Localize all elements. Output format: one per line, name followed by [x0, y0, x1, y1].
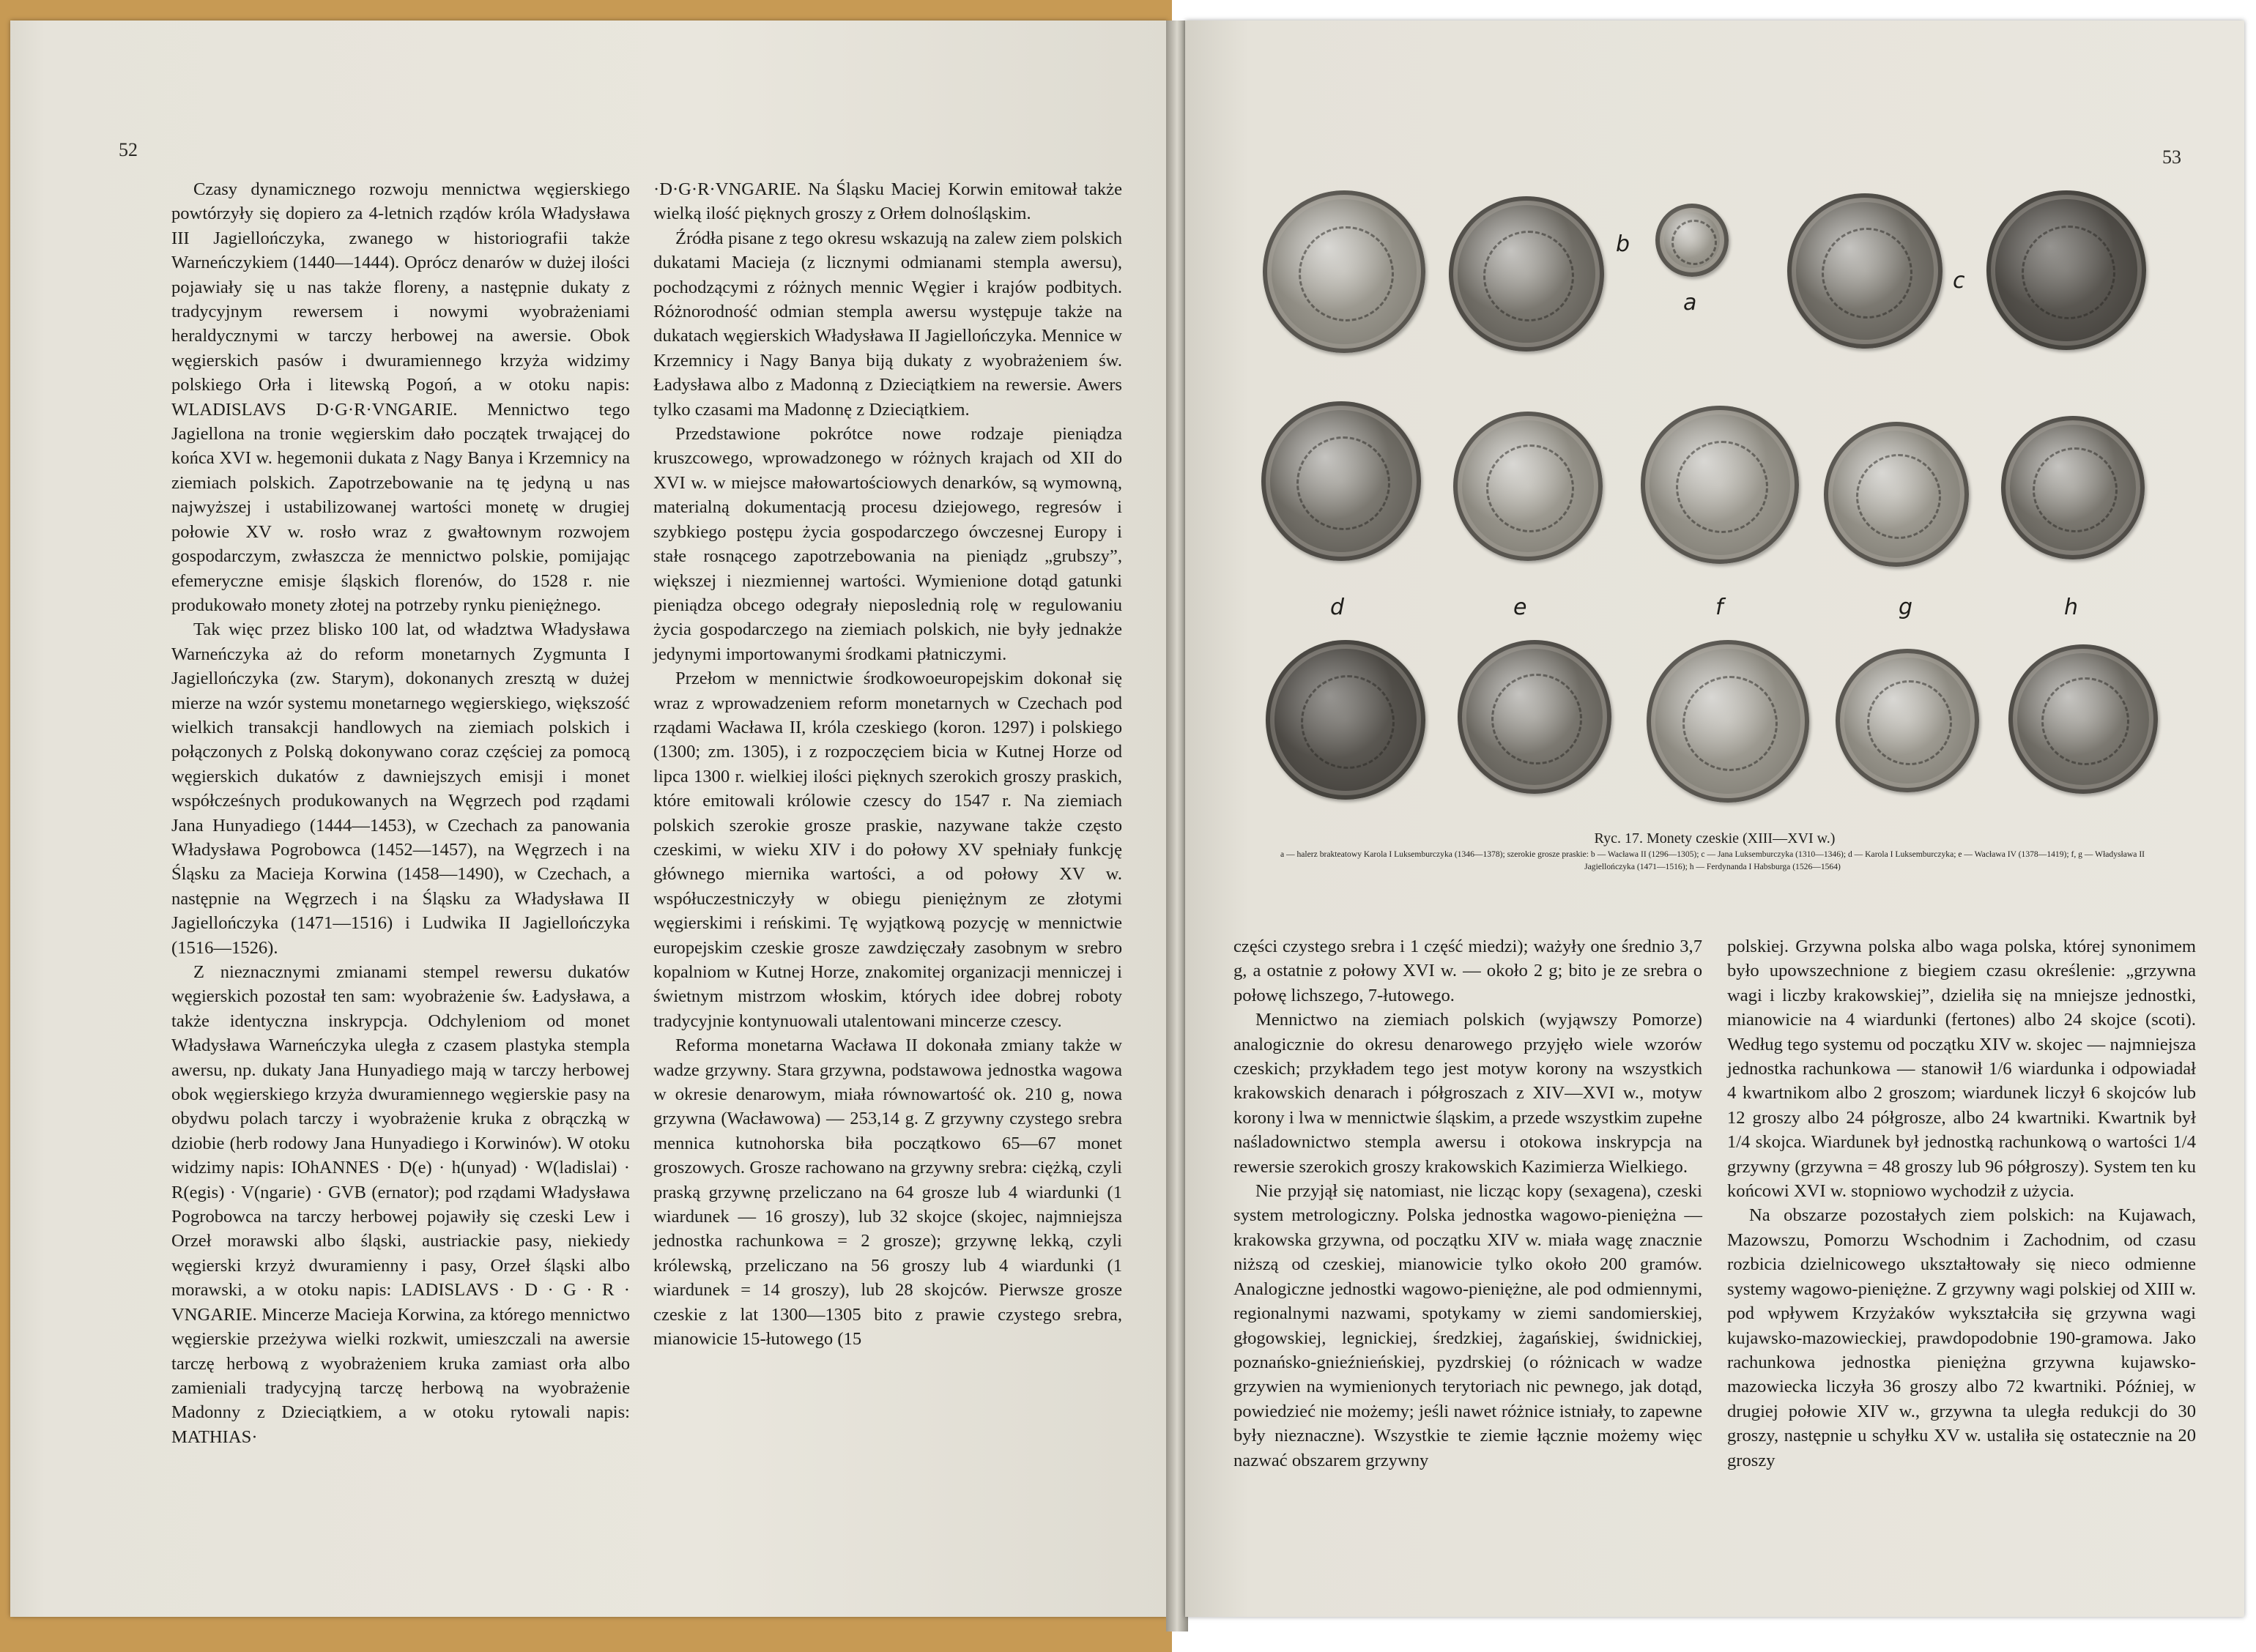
coin-label-h: h — [2064, 595, 2079, 620]
paragraph: Przełom w mennictwie środkowoeuropejskim dokonał się wraz z wprowadzeniem reform monetarnych w Czechach pod rządami Wacława II, króla czeskiego (koron. 1297) i polskiego (1300; zm. 1305), i z rozpoczęciem bicia w Kutnej Horze od lipca 1300 r. wielkiej ilości pięknych szerokich groszy praskich, które emitowali królowie czescy do 1547 r. Na ziemiach polskich szerokie grosze praskie, nazywane także często czeskimi, w wieku XIV i do połowy XV spełniały funkcję głównego miernika wartości, a od połowy XV w. współuczestniczyły w obiegu pieniężnym ze złotymi węgierskimi i reńskimi. Tę wyjątkową pozycję w mennictwie europejskim czeskie grosze zawdzięczały zasobnym w srebro kopalniom w Kutnej Horze, znakomitej organizacji menniczej i świetnym mistrzom włoskim, których idee dobrej roboty tradycyjnie kontynuowali utalentowani mincerze czescy. — [653, 669, 1122, 1031]
coin-image — [1263, 190, 1425, 353]
paragraph: Przedstawione pokrótce nowe rodzaje pieniądza kruszcowego, wprowadzonego w różnych krajach od XII do XVI w. w miejsce małowartościowych denarków, są wymowną, materialną dokumentacją procesu dziejowego, regresów i szybkiego postępu życia gospodarczego ówczesnej Europy i stałe rosnącego zapotrzebowania na pieniądz „grubszy”, większej i niezmiennej wartości. Wymienione dotąd gatunki pieniądza obcego odegrały nieposlednią rolę w regulowaniu życia gospodarczego na ziemiach polskich, nie były jednakże jedynymi importowanymi środkami płatniczymi. — [653, 424, 1122, 664]
coin-image — [1655, 204, 1729, 277]
paragraph: Czasy dynamicznego rozwoju mennictwa węgierskiego powtórzyły się dopiero za 4-letnich rządów króla Władysława III Jagiellończyka, zwanego w historiografii także Warneńczykiem (1440—1444). Oprócz denarów w dużej ilości pojawiały się u nas także floreny, a następnie dukaty z tradycyjnym rewersem i nowymi wyobrażeniami heraldycznymi w tarczy herbowej na awersie. Obok węgierskich pasów i dwuramiennego krzyża widzimy polskiego Orła i litewską Pogoń, a w otoku napis: WLADISLAVS D·G·R·VNGARIE. Mennictwo tego Jagiellona na tronie węgierskim dało początek trwającej do końca XVI w. hegemonii dukata z Nagy Banya i Krzemnicy na ziemiach polskich. Zapotrzebowanie na tę jedyną u nas najwyższej i ustabilizowanej wartości monetę w drugiej połowie XV w. rosło wraz z gwałtownym rozwojem gospodarczym, zwłaszcza że mennictwo polskie, pomijając efemeryczne emisje śląskich florenów, do 1528 r. nie produkowało monety złotej na potrzeby rynku pieniężnego. — [171, 179, 630, 615]
coin-label-a: a — [1683, 290, 1697, 316]
left-column-1 — [171, 177, 630, 1449]
coin-image — [1453, 412, 1603, 561]
coin-label-d: d — [1330, 595, 1345, 620]
coin-image — [1261, 401, 1421, 561]
left-page — [10, 21, 1168, 1617]
figure-caption-title: Ryc. 17. Monety czeskie (XIII—XVI w.) — [1594, 830, 1836, 847]
coin-label-e: e — [1513, 595, 1527, 620]
paragraph: polskiej. Grzywna polska albo waga polska, której synonimem było upowszechnione z biegiem czasu określenie: „grzywna wagi i liczby krakowskiej”, dzieliła się na mniejsze jednostki, mianowicie na 4 wiardunki (fertones) albo 24 skojce (scoti). Według tego systemu od początku XIV w. skojec — najmniejsza jednostka rachunkowa — stanowił 1/6 wiardunka i odpowiadał 4 kwartnikom albo 2 groszom; wiardunek liczył 6 skojców lub 12 groszy albo 24 półgrosze, albo 24 kwartniki. Kwartnik był 1/4 skojca. Wiardunek był jednostką rachunkową o wartości 1/4 grzywny (grzywna = 48 groszy lub 96 półgroszy). System ten ku końcowi XVI w. stopniowo wychodził z użycia. — [1727, 937, 2196, 1202]
book-spread — [10, 21, 2244, 1631]
paragraph: Tak więc przez blisko 100 lat, od władztwa Władysława Warneńczyka aż do reform monetarnych Zygmunta I Jagiellończyka (zw. Starym), dokonanych zresztą w dużej mierze na wzór systemu monetarnego węgierskiego, większość wielkich transakcji handlowych na ziemiach polskich i połączonych z Polską dokonywano coraz częściej za pomocą węgierskich dukatów z dawniejszych emisji i monet współcześnych produkowanych na Węgrzech pod rządami Jana Hunyadiego (1444—1453), w Czechach za panowania Władysława Pogrobowca (1452—1457), na Węgrzech i na Śląsku za Macieja Korwina (1458—1490), w Czechach, a następnie na Węgrzech i na Śląsku za Władysława II Jagiellończyka (1471—1516) i Ludwika II Jagiellończyka (1516—1526). — [171, 620, 630, 958]
paragraph: Na obszarze pozostałych ziem polskich: na Kujawach, Mazowszu, Pomorzu Wschodnim i Zachodnim, od czasu rozbicia dzielnicowego ukształtowały się nieco odmienne systemy wagowo-pieniężne. Z grzywny wagi polskiej od XIII w. pod wpływem Krzyżaków wykształciła się grzywna wagi kujawsko-mazowieckiej, prawdopodobnie 190-gramowa. Jako rachunkowa jednostka pieniężna grzywna kujawsko-mazowiecka liczyła 36 groszy albo 72 kwartniki. Później, w drugiej połowie XIV w., grzywna ta uległa redukcji do 30 groszy, następnie u schyłku XV w. ustaliła się ostatecznie na 20 groszy — [1727, 1205, 2196, 1470]
coin-image — [1641, 406, 1799, 564]
figure-caption-body: a — halerz brakteatowy Karola I Luksemburczyka (1346—1378); szerokie grosze praskie: b — Wacława II (1296—1305); c — Jana Luksemburczyka (1310—1346); d — Karola I Luksemburczyka; e — Wacława IV (1378—1419); f, g — Władysława II Jagiellończyka (1471—1516); h — Ferdynanda I Habsburga (1526—1564) — [1280, 849, 2145, 871]
left-column-2 — [653, 177, 1122, 1352]
page-number-right: 53 — [2162, 146, 2181, 168]
coin-label-c: c — [1953, 268, 1965, 294]
paragraph: ·D·G·R·VNGARIE. Na Śląsku Maciej Korwin emitował także wielką ilość pięknych groszy z Orłem dolnośląskim. — [653, 179, 1122, 224]
coin-image — [2001, 416, 2145, 559]
coin-image — [2008, 644, 2158, 794]
paragraph: Reforma monetarna Wacława II dokonała zmiany także w wadze grzywny. Stara grzywna, podstawowa jednostka wagowa w okresie denarowym, miała równowartość ok. 210 g, nowa grzywna (Wacławowa) — 253,14 g. Z grzywny czystego srebra mennica kutnohorska biła początkowo 65—67 monet groszowych. Grosze rachowano na grzywny srebra: ciężką, czyli praską grzywnę przeliczano na 64 grosze lub 4 wiardunki (1 wiardunek — 16 groszy), lub 32 skojce (skojec, najmniejsza jednostka rachunkowa = 2 grosze); grzywnę lekką, czyli królewską, przeliczano na 56 groszy lub 4 wiardunki (1 wiardunek = 14 groszy), lub 28 skojców. Pierwsze grosze czeskie z lat 1300—1305 bito z prawie czystego srebra, mianowicie 15-łutowego (15 — [653, 1035, 1122, 1350]
coin-image — [1647, 640, 1809, 803]
right-column-1 — [1233, 934, 1702, 1473]
coin-image — [1836, 649, 1979, 792]
paragraph: Mennictwo na ziemiach polskich (wyjąwszy Pomorze) analogicznie do okresu denarowego przyjęło wiele wzorów czeskich; przykładem tego jest motyw korony na wszystkich krakowskich denarach i półgroszach z XIV—XVI w., motyw korony i lwa w mennictwie śląskim, a przede wszystkim zupełne naśladownictwo stempla awersu i otokowa inskrypcja na rewersie szerokich groszy krakowskich Kazimierza Wielkiego. — [1233, 1010, 1702, 1177]
coin-image — [1266, 640, 1425, 800]
coin-image — [1986, 190, 2146, 350]
coin-label-b: b — [1616, 231, 1630, 257]
coin-image — [1449, 196, 1604, 351]
paragraph: Nie przyjął się natomiast, nie licząc kopy (sexagena), czeski system metrologiczny. Polska jednostka wagowo-pieniężna — krakowska grzywna, od początku XIV w. miała wagę znacznie niższą od czeskiej, mianowicie tylko około 200 gramów. Analogiczne jednostki wagowo-pieniężne, ale pod odmiennymi, regionalnymi nazwami, spotykamy w ziemi sandomierskiej, głogowskiej, legnickiej, średzkiej, żagańskiej, świdnickiej, poznańsko-gnieźnieńskiej, pyzdrskiej (o różnicach w wadze grzywien na wymienionych terytoriach nic pewnego, jak dotąd, powiedzieć nie możemy; jeśli nawet różnice istniały, to zapewne były nieznaczne). Wszystkie te ziemie łącznie możemy więc nazwać obszarem grzywny — [1233, 1181, 1702, 1470]
coin-image — [1787, 193, 1943, 349]
right-page — [1185, 21, 2244, 1617]
paragraph: Źródła pisane z tego okresu wskazują na zalew ziem polskich dukatami Macieja (z licznymi odmianami stempla awersu), pochodzącymi z różnych mennic Węgier i krajów podbitych. Różnorodność odmian stempla awersu występuje także na dukatach węgierskich Władysława II Jagiellończyka. Mennice w Krzemnicy i Nagy Banya biją dukaty z wyobrażeniem św. Ładysława albo z Madonną z Dzieciątkiem na rewersie. Awers tylko czasami ma Madonnę z Dzieciątkiem. — [653, 228, 1122, 420]
coin-image — [1458, 640, 1611, 794]
page-number-left: 52 — [119, 139, 138, 160]
right-column-2 — [1727, 934, 2196, 1473]
coin-label-g: g — [1899, 595, 1913, 620]
paragraph: Z nieznacznymi zmianami stempel rewersu dukatów węgierskich pozostał ten sam: wyobrażenie św. Ładysława, a także identyczna inskrypcja. Odchyleniom od monet Władysława Warneńczyka uległa z czasem plastyka stempla awersu, np. dukaty Jana Hunyadiego mają w tarczy herbowej obok węgierskiego krzyża dwuramiennego węgierskie pasy na obydwu polach tarczy i wyobrażenie kruka z obrączką w dziobie (herb rodowy Jana Hunyadiego i Korwinów). W otoku widzimy napis: IOhANNES · D(e) · h(unyad) · W(ladislai) · R(egis) · V(ngarie) · GVB (ernator); pod rządami Władysława Pogrobowca na tarczy herbowej pojawiły się czeski Lew i Orzeł morawski albo śląski, austriackie pasy, niekiedy węgierski krzyż dwuramienny i pasy, Orzeł śląski albo morawski, a w otoku napis: LADISLAVS · D · G · R · VNGARIE. Mincerze Macieja Korwina, za którego mennictwo węgierskie przeżywa wielki rozkwit, umieszczali na awersie tarczę herbową z wyobrażeniem kruka zamiast orła albo zamieniali tradycyjną tarczę herbową na wyobrażenie Madonny z Dzieciątkiem, a w otoku rytowali napis: MATHIAS· — [171, 962, 630, 1447]
coin-image — [1824, 422, 1969, 567]
coin-label-f: f — [1715, 595, 1723, 620]
paragraph: części czystego srebra i 1 część miedzi); ważyły one średnio 3,7 g, a ostatnie z połowy XVI w. — około 2 g; bito je ze srebra o połowę lichszego, 7-łutowego. — [1233, 937, 1702, 1005]
